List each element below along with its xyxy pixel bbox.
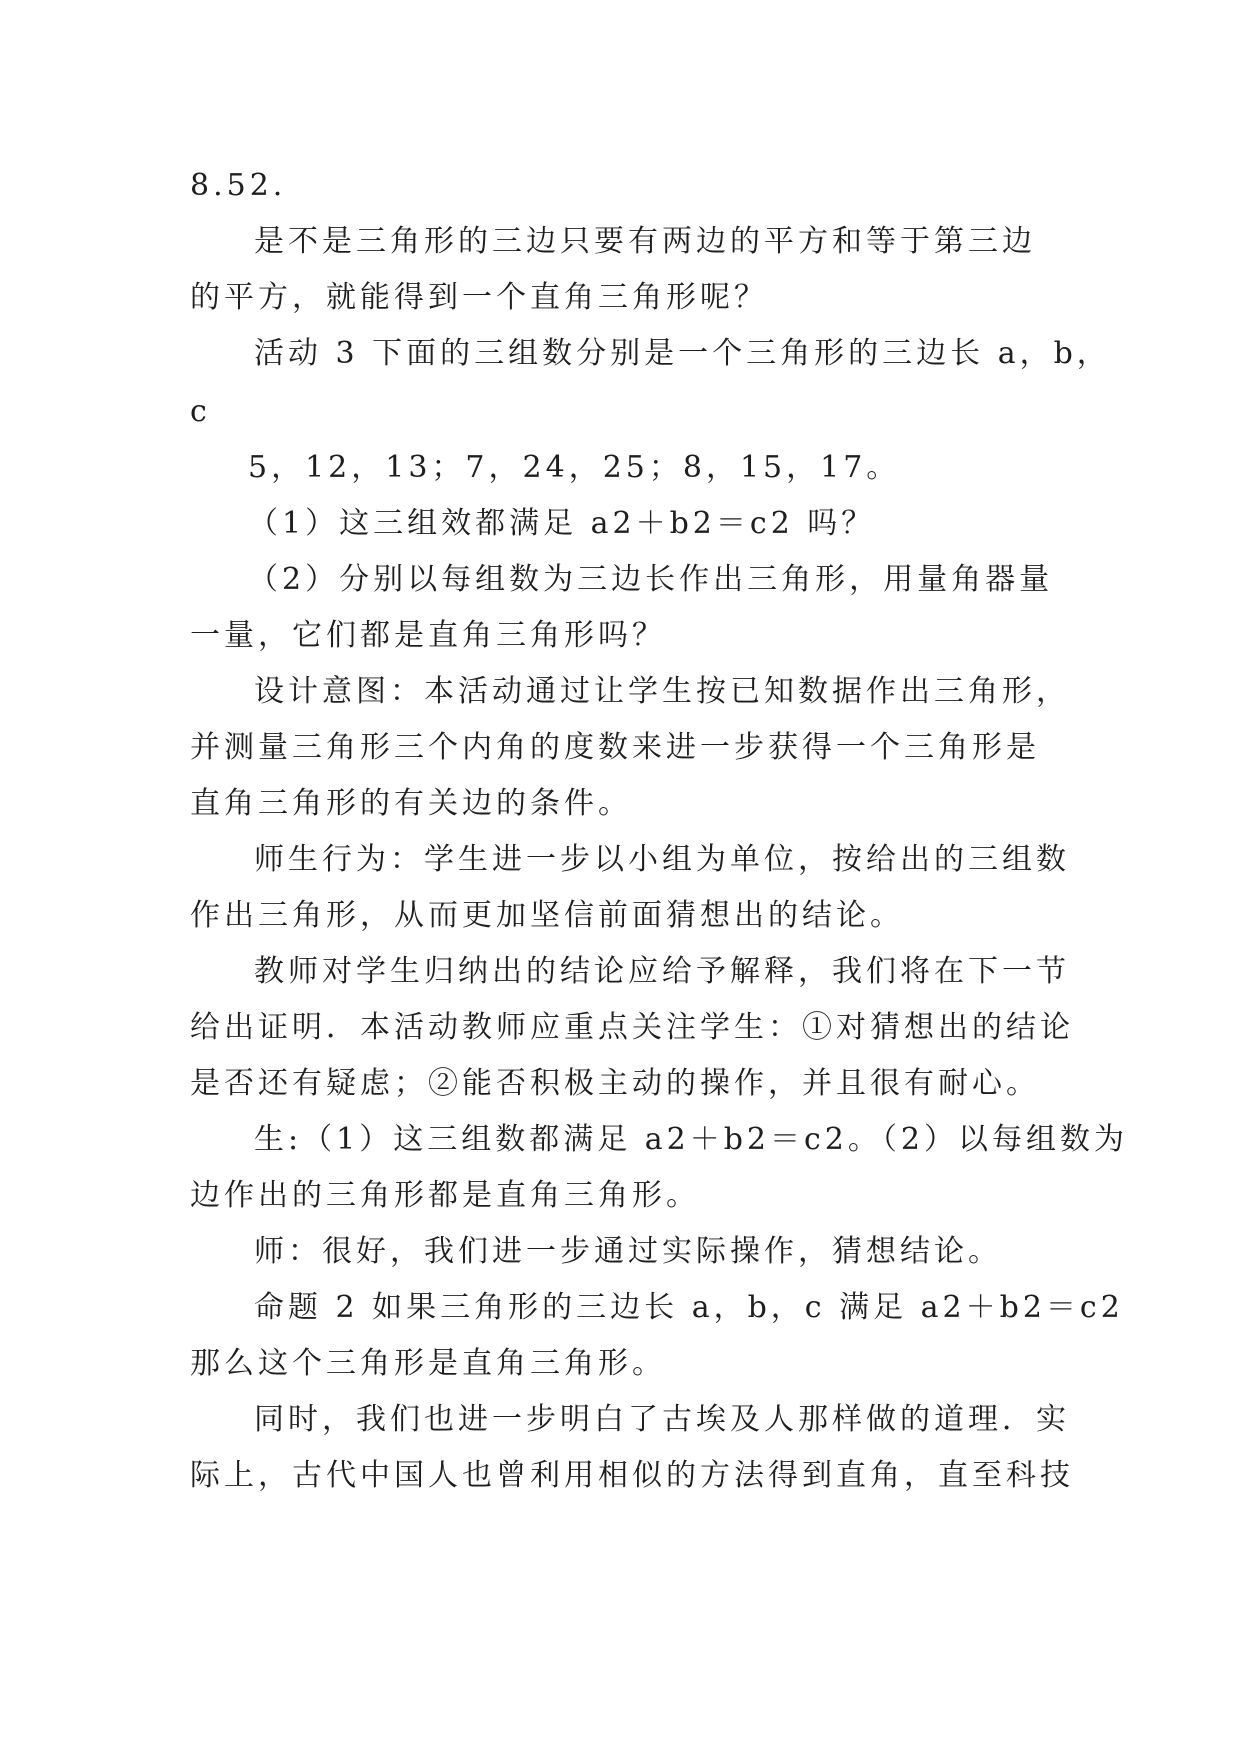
- paragraph-line: 直角三角形的有关边的条件。: [190, 786, 632, 821]
- paragraph-line: 并测量三角形三个内角的度数来进一步获得一个三角形是: [190, 730, 1040, 765]
- paragraph-line: 师：很好，我们进一步通过实际操作，猜想结论。: [254, 1234, 1002, 1269]
- paragraph-line: 一量，它们都是直角三角形吗？: [190, 618, 666, 653]
- paragraph-line: 际上，古代中国人也曾利用相似的方法得到直角，直至科技: [190, 1458, 1074, 1493]
- proposition-line: 命题 2 如果三角形的三边长 a，b，c 满足 a2＋b2＝c2: [254, 1290, 1124, 1325]
- paragraph-line: 活动 3 下面的三组数分别是一个三角形的三边长 a，b，: [254, 336, 1111, 371]
- paragraph-line: 的平方，就能得到一个直角三角形呢？: [190, 280, 768, 315]
- paragraph-line: 同时，我们也进一步明白了古埃及人那样做的道理．实: [254, 1402, 1070, 1437]
- paragraph-line: 生:（1）这三组数都满足 a2＋b2＝c2。（2）以每组数为: [254, 1122, 1128, 1157]
- paragraph-line: 师生行为：学生进一步以小组为单位，按给出的三组数: [254, 842, 1070, 877]
- number-groups-line: 5，12，13；7，24，25；8，15，17。: [248, 450, 901, 485]
- paragraph-line: 作出三角形，从而更加坚信前面猜想出的结论。: [190, 898, 904, 933]
- paragraph-line: 边作出的三角形都是直角三角形。: [190, 1178, 700, 1213]
- text-line: 8.52.: [190, 168, 287, 203]
- question-1-line: （1）这三组效都满足 a2＋b2＝c2 吗？: [248, 506, 876, 541]
- proposition-line: 那么这个三角形是直角三角形。: [190, 1346, 666, 1381]
- paragraph-line: 是否还有疑虑；②能否积极主动的操作，并且很有耐心。: [190, 1066, 1040, 1101]
- paragraph-line: 教师对学生归纳出的结论应给予解释，我们将在下一节: [254, 954, 1070, 989]
- paragraph-line: 是不是三角形的三边只要有两边的平方和等于第三边: [254, 224, 1036, 259]
- paragraph-line: c: [190, 394, 211, 429]
- paragraph-line: 给出证明．本活动教师应重点关注学生：①对猜想出的结论: [190, 1010, 1074, 1045]
- paragraph-line: 设计意图：本活动通过让学生按已知数据作出三角形，: [254, 674, 1070, 709]
- question-2-line: （2）分别以每组数为三边长作出三角形，用量角器量: [248, 562, 1054, 597]
